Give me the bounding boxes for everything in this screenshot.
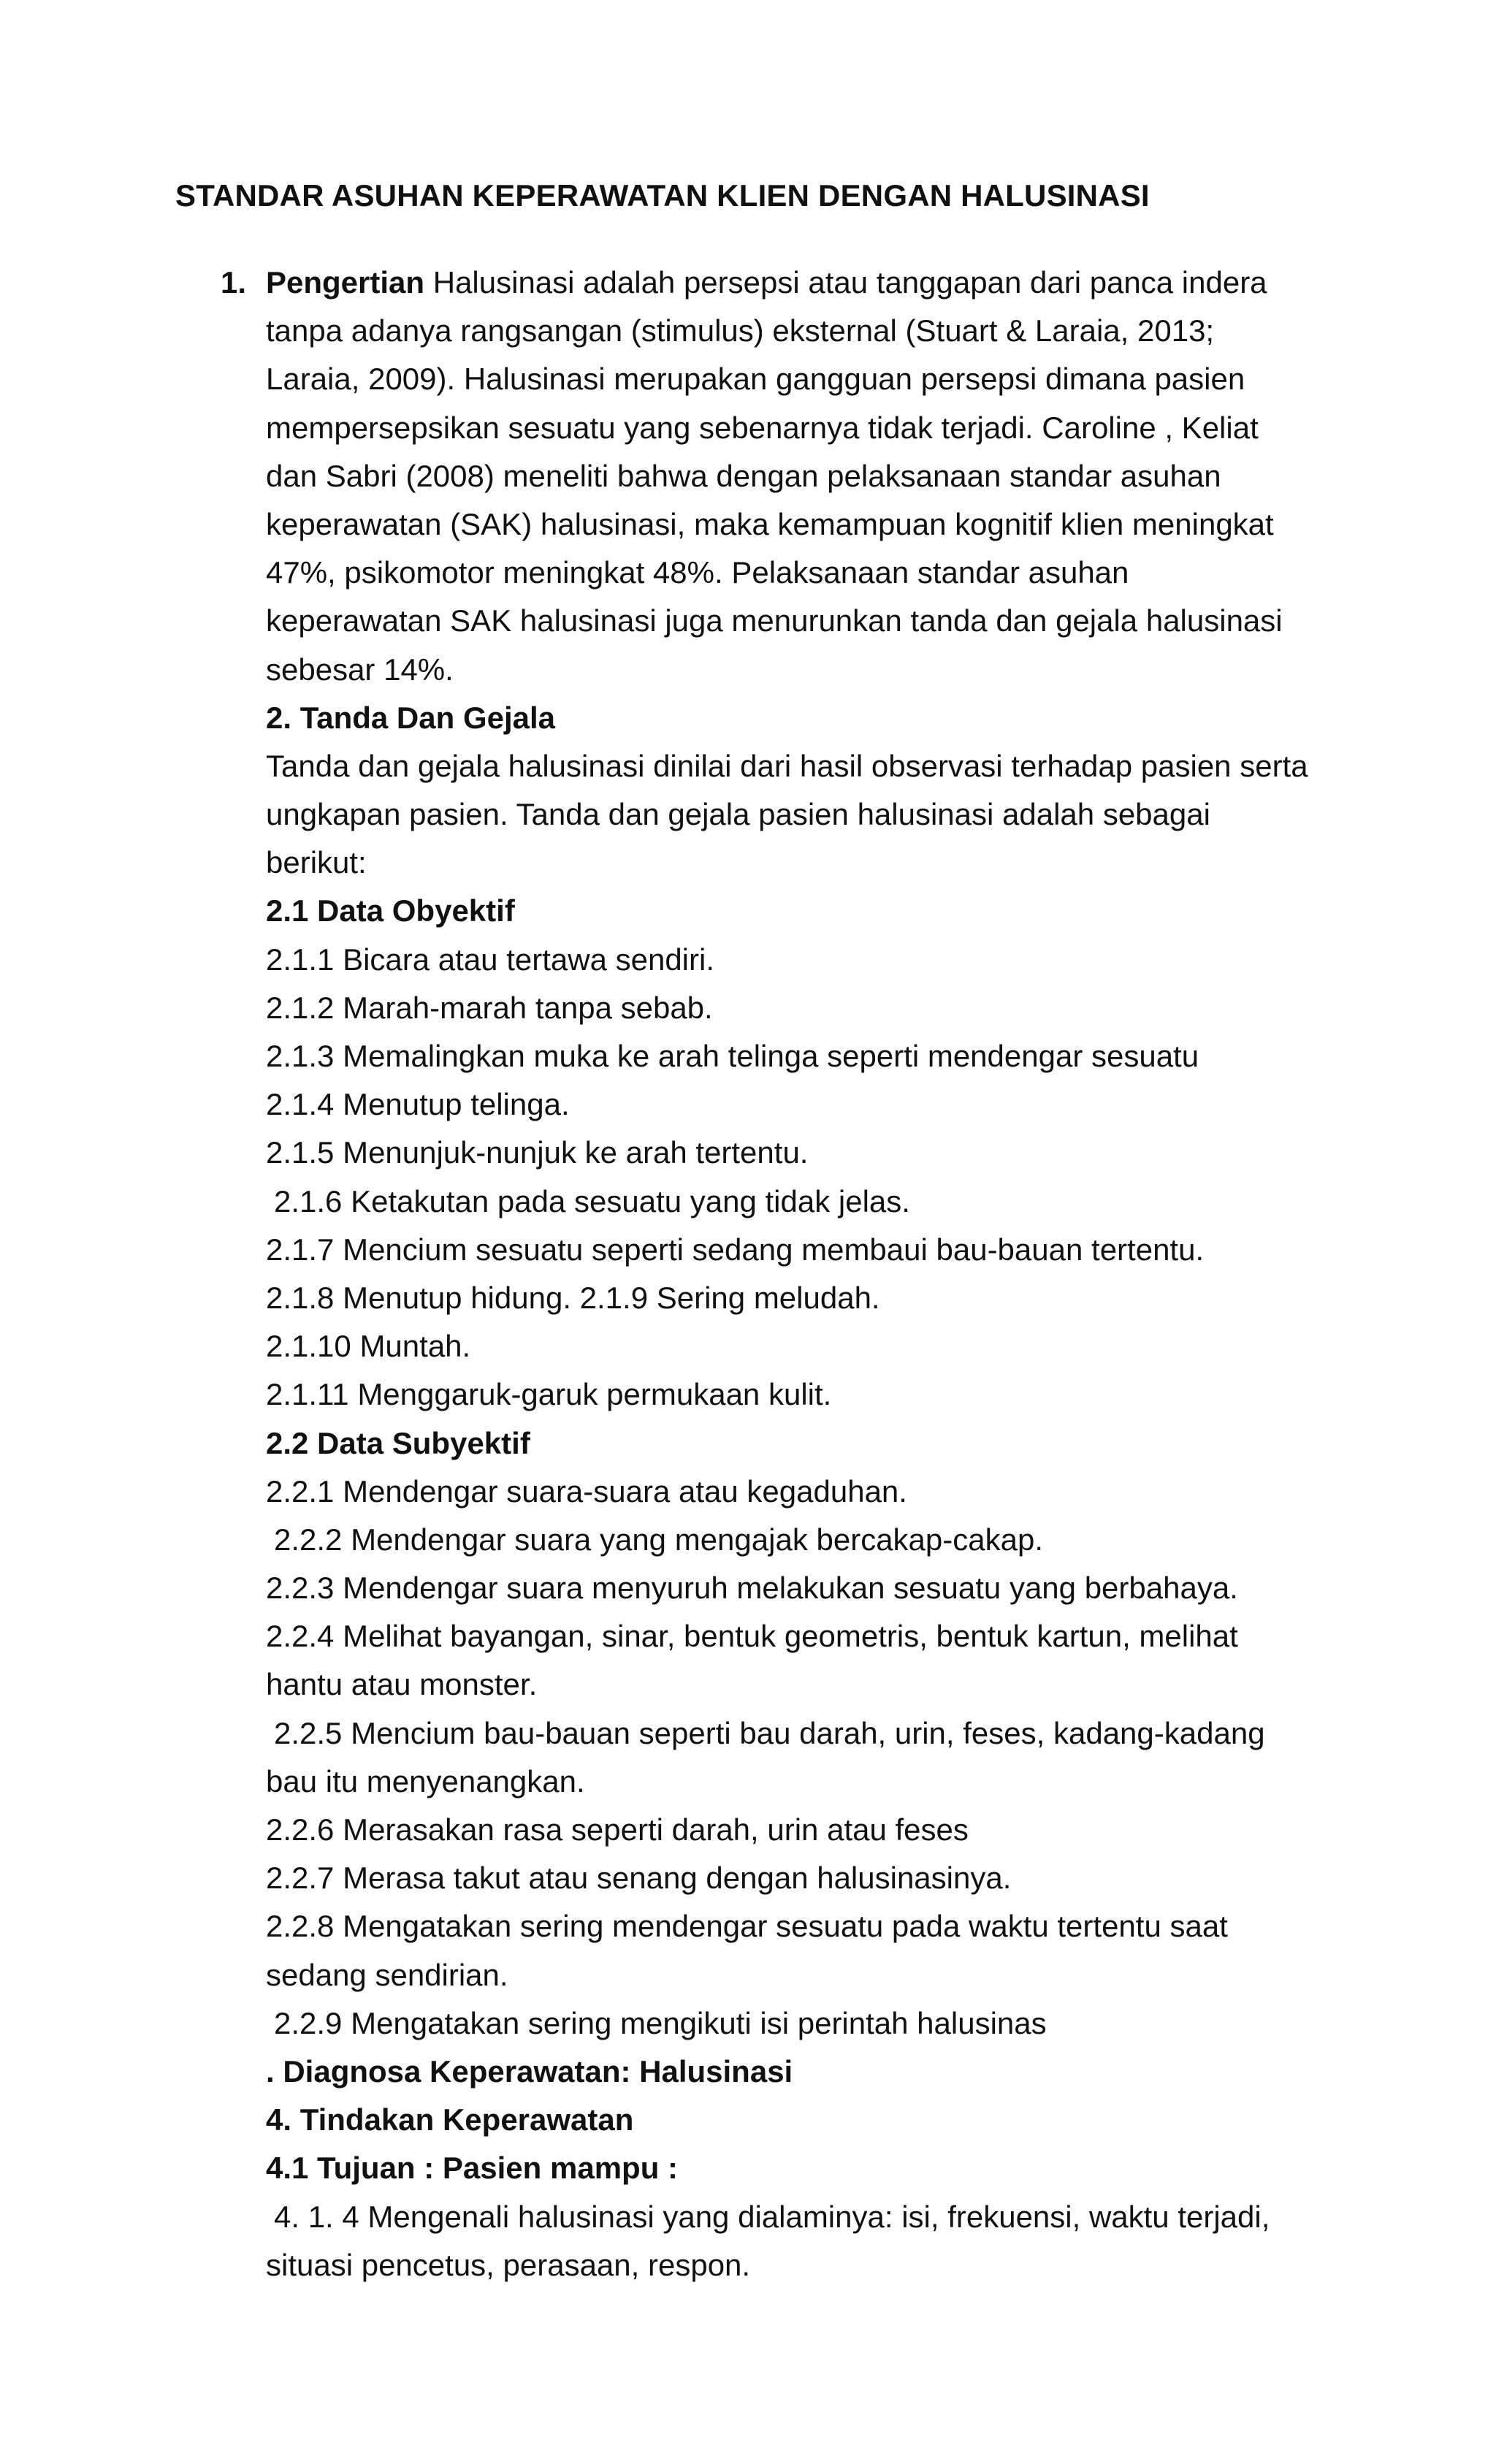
list-item-continuation: bau itu menyenangkan. (266, 1763, 585, 1799)
list-item: 2.1.11 Menggaruk-garuk permukaan kulit. (266, 1377, 832, 1412)
data-subyektif-heading: 2.2 Data Subyektif (266, 1425, 530, 1460)
list-item: 2.2.1 Mendengar suara-suara atau kegaduhan. (266, 1473, 907, 1508)
paragraph-line: dan Sabri (2008) meneliti bahwa dengan pelaksanaan standar asuhan (266, 458, 1221, 493)
section-3-heading: . Diagnosa Keperawatan: Halusinasi (266, 2053, 793, 2089)
list-item: 2.2.5 Mencium bau-bauan seperti bau darah, urin, feses, kadang-kadang (274, 1715, 1265, 1750)
paragraph-line: keperawatan SAK halusinasi juga menurunkan tanda dan gejala halusinasi (266, 603, 1283, 638)
list-item-continuation: sedang sendirian. (266, 1957, 508, 1992)
list-item: 2.2.3 Mendengar suara menyuruh melakukan sesuatu yang berbahaya. (266, 1571, 1238, 1606)
paragraph-line: keperawatan (SAK) halusinasi, maka kemampuan kognitif klien meningkat (266, 506, 1274, 541)
list-item-continuation: situasi pencetus, perasaan, respon. (266, 2247, 751, 2282)
document-title: STANDAR ASUHAN KEPERAWATAN KLIEN DENGAN HALUSINASI (175, 178, 1150, 213)
document-body (266, 259, 1405, 2289)
paragraph-line: mempersepsikan sesuatu yang sebenarnya tidak terjadi. Caroline , Keliat (266, 410, 1259, 445)
list-item: 2.2.6 Merasakan rasa seperti darah, urin atau feses (266, 1812, 969, 1847)
paragraph-line: Halusinasi adalah persepsi atau tanggapan dari panca indera (424, 265, 1267, 300)
list-item: 2.2.2 Mendengar suara yang mengajak bercakap-cakap. (274, 1522, 1043, 1557)
section-2-heading: 2. Tanda Dan Gejala (266, 700, 556, 735)
list-item: 2.1.7 Mencium sesuatu seperti sedang membaui bau-bauan tertentu. (266, 1232, 1205, 1267)
tujuan-heading: 4.1 Tujuan : Pasien mampu : (266, 2151, 679, 2186)
list-item: 2.1.2 Marah-marah tanpa sebab. (266, 990, 713, 1025)
paragraph-line: tanpa adanya rangsangan (stimulus) eksternal (Stuart & Laraia, 2013; (266, 313, 1215, 348)
list-item: 2.1.6 Ketakutan pada sesuatu yang tidak jelas. (274, 1183, 910, 1218)
list-item: 2.1.5 Menunjuk-nunjuk ke arah tertentu. (266, 1135, 809, 1170)
list-item-continuation: hantu atau monster. (266, 1667, 538, 1702)
data-obyektif-heading: 2.1 Data Obyektif (266, 893, 515, 928)
list-item: 2.1.4 Menutup telinga. (266, 1087, 570, 1122)
paragraph-line: sebesar 14%. (266, 652, 454, 687)
section-4-heading: 4. Tindakan Keperawatan (266, 2102, 634, 2137)
list-item: 2.2.8 Mengatakan sering mendengar sesuatu pada waktu tertentu saat (266, 1909, 1228, 1944)
list-item: 4. 1. 4 Mengenali halusinasi yang dialaminya: isi, frekuensi, waktu terjadi, (274, 2199, 1270, 2234)
list-item: 2.2.7 Merasa takut atau senang dengan halusinasinya. (266, 1861, 1012, 1896)
list-item: 2.2.9 Mengatakan sering mengikuti isi perintah halusinas (274, 2005, 1047, 2040)
list-item: 2.1.10 Muntah. (266, 1329, 471, 1364)
section-1-first-line (266, 259, 1405, 307)
list-item: 2.1.8 Menutup hidung. 2.1.9 Sering meludah. (266, 1280, 880, 1315)
paragraph-line: berikut: (266, 845, 367, 880)
list-item: 2.2.4 Melihat bayangan, sinar, bentuk geometris, bentuk kartun, melihat (266, 1619, 1238, 1654)
list-item: 2.1.1 Bicara atau tertawa sendiri. (266, 942, 715, 977)
paragraph-line: Tanda dan gejala halusinasi dinilai dari hasil observasi terhadap pasien serta (266, 748, 1308, 783)
paragraph-line: ungkapan pasien. Tanda dan gejala pasien halusinasi adalah sebagai (266, 797, 1210, 832)
list-item: 2.1.3 Memalingkan muka ke arah telinga seperti mendengar sesuatu (266, 1039, 1199, 1073)
section-1-heading: Pengertian (266, 265, 425, 300)
section-1-number: 1. (221, 265, 247, 300)
paragraph-line: Laraia, 2009). Halusinasi merupakan gangguan persepsi dimana pasien (266, 362, 1245, 397)
paragraph-line: 47%, psikomotor meningkat 48%. Pelaksanaan standar asuhan (266, 555, 1129, 590)
